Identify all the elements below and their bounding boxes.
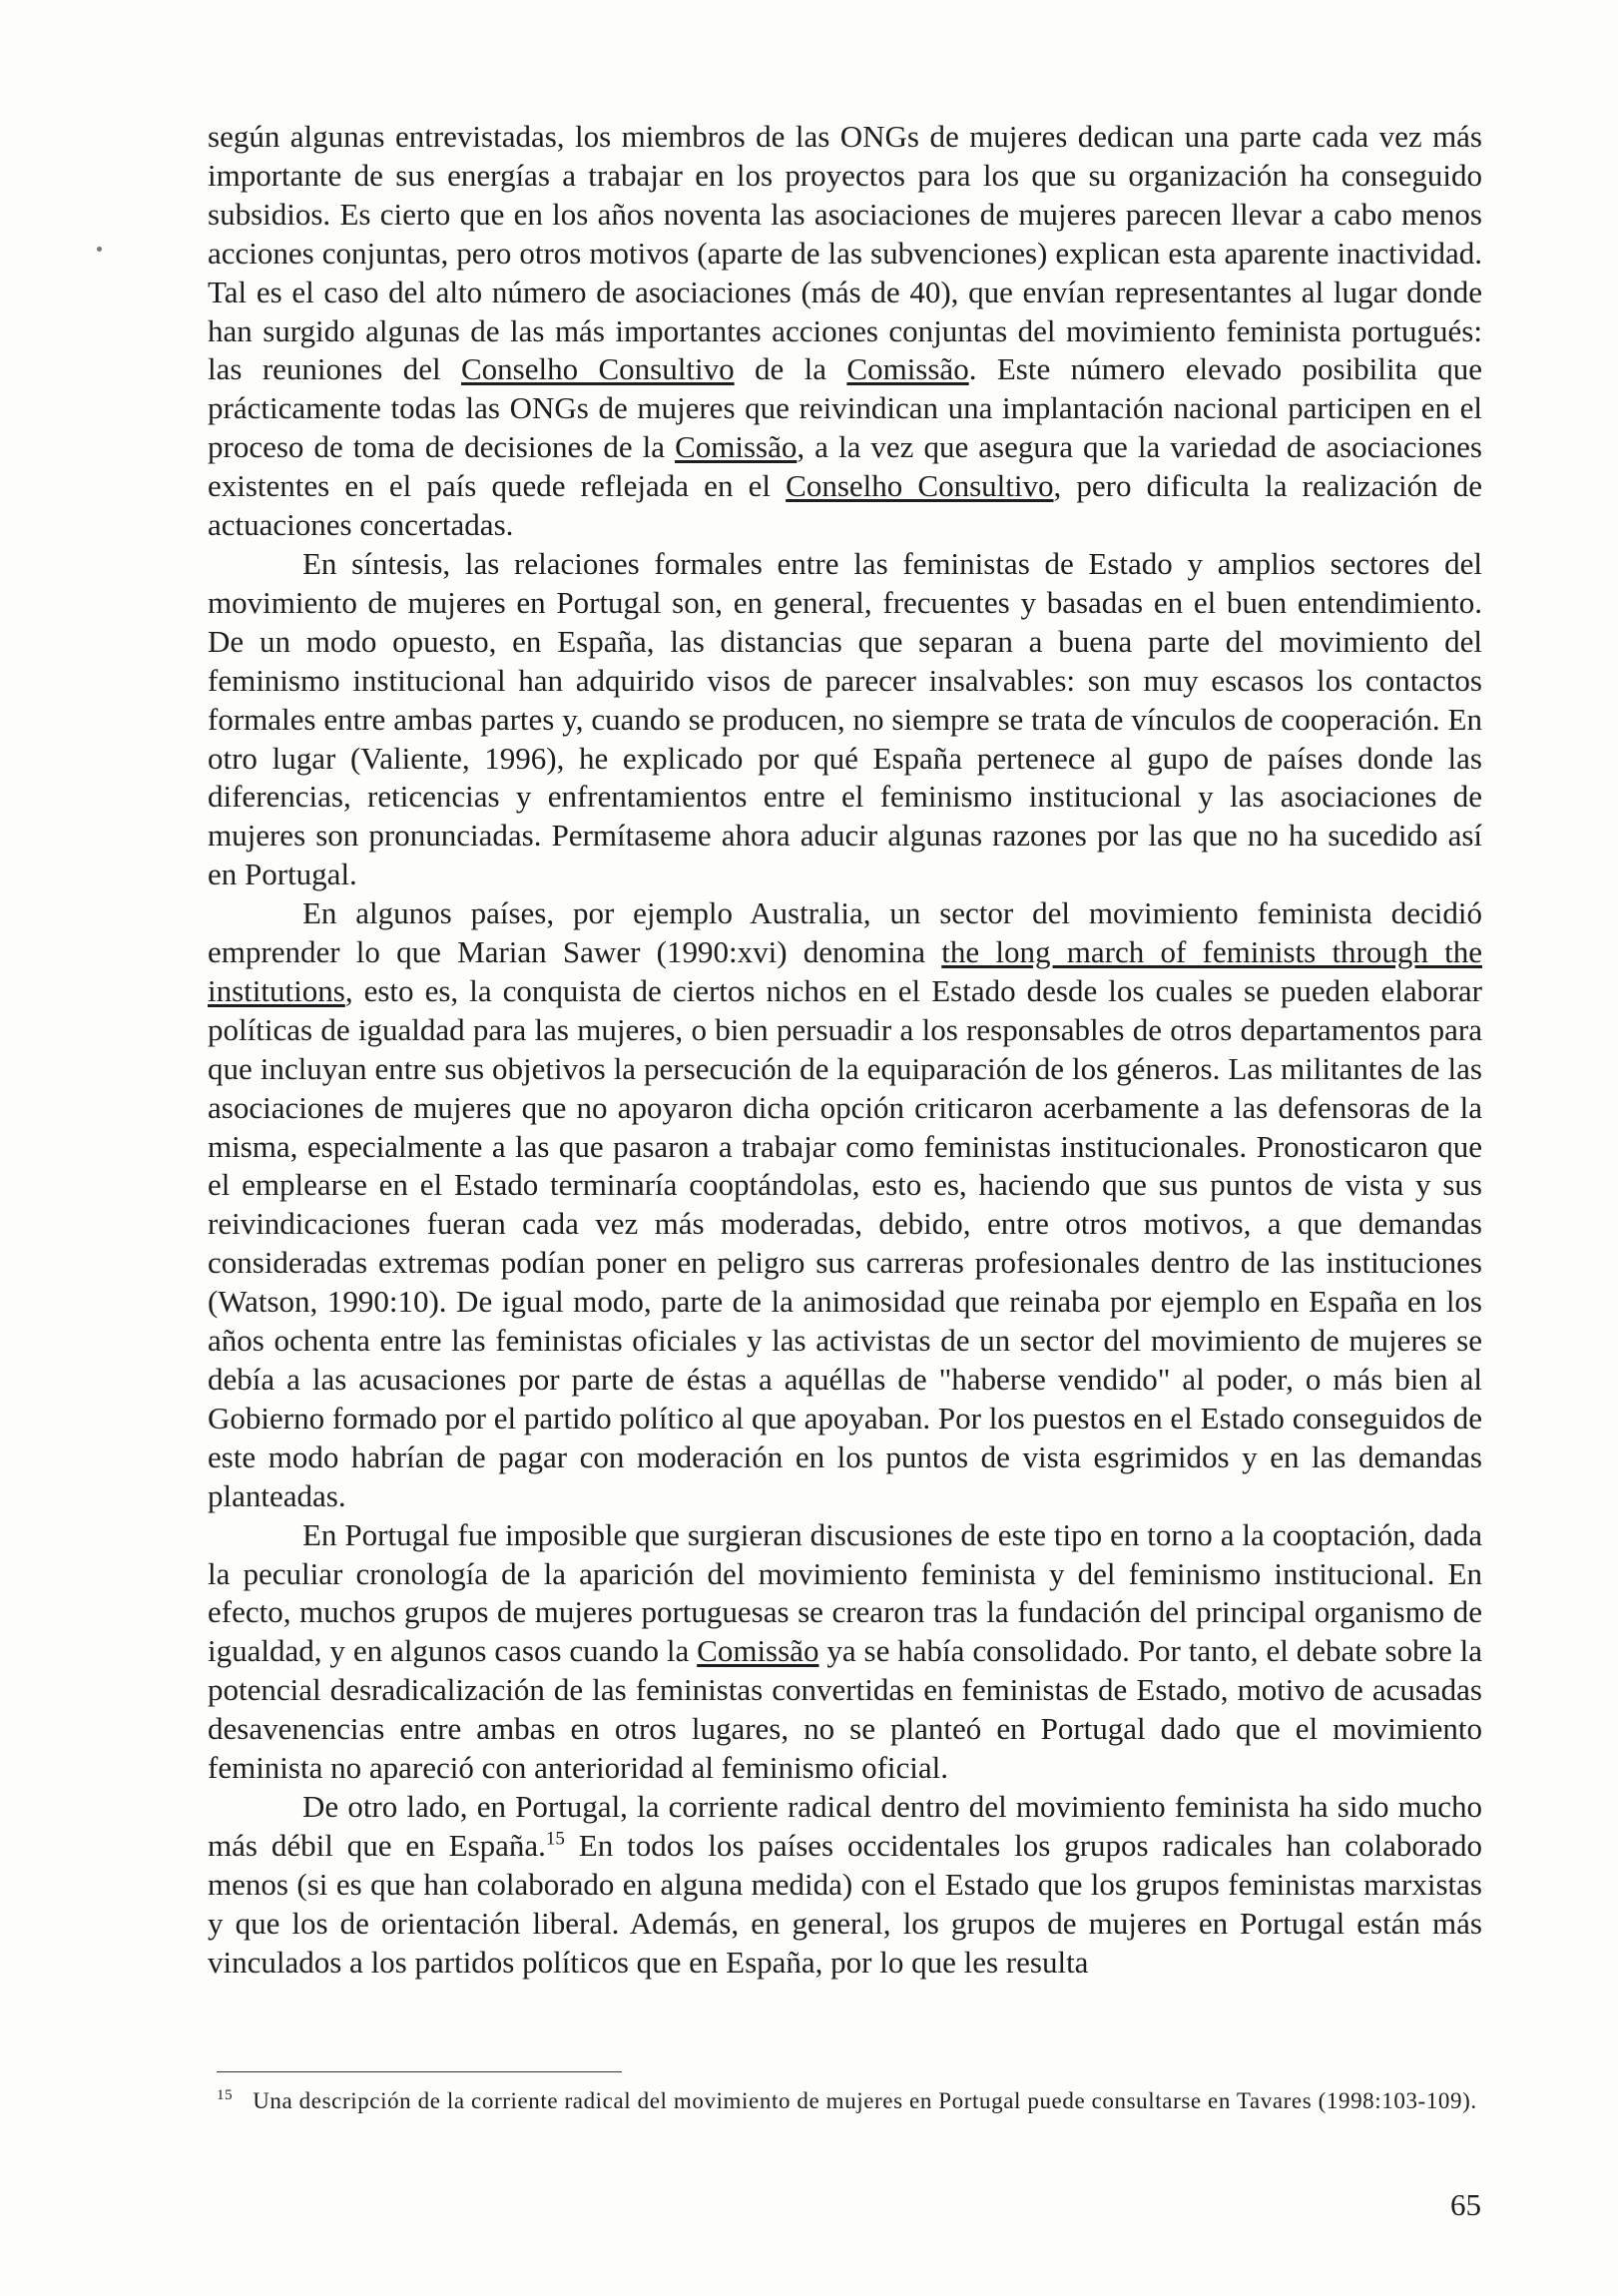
text-run: según algunas entrevistadas, los miembros de las ONGs de mujeres dedican una parte cada vez más importante de sus energías a trabajar en los proyectos para los que su organización ha conseguido subsidios. Es cierto que en los años noventa las asociaciones de mujeres parecen llevar a cabo menos acciones conjuntas, pero otros motivos (aparte de las subvenciones) explican esta aparente inactividad. Tal es el caso del alto número de asociaciones (más de 40), que envían representantes al lugar donde han surgido algunas de las más importantes acciones conjuntas del movimiento feminista portugués: las reuniones del	[208, 119, 1482, 387]
footnote-separator	[217, 2071, 622, 2072]
underlined-term: Comissão	[846, 351, 969, 387]
text-run: , a la vez que asegura que la variedad de asociaciones existentes en el país quede reflejada en el	[208, 429, 1482, 504]
page-number: 65	[1450, 2187, 1481, 2222]
footnote-text: Una descripción de la corriente radical del movimiento de mujeres en Portugal puede consultarse en Tavares (1998:103-109).	[253, 2088, 1477, 2113]
text-run: , esto es, la conquista de ciertos nichos en el Estado desde los cuales se pueden elaborar políticas de igualdad para las mujeres, o bien persuadir a los responsables de otros departamentos para que incluyan entre sus objetivos la persecución de la equiparación de los géneros. Las militantes de las asociaciones de mujeres que no apoyaron dicha opción criticaron acerbamente a las defensoras de la misma, especialmente a las que pasaron a trabajar como feministas institucionales. Pronosticaron que el emplearse en el Estado terminaría cooptándolas, esto es, haciendo que sus puntos de vista y sus reivindicaciones fueran cada vez más moderadas, debido, entre otros motivos, a que demandas consideradas extremas podían poner en peligro sus carreras profesionales dentro de las instituciones (Watson, 1990:10). De igual modo, parte de la animosidad que reinaba por ejemplo en España en los años ochenta entre las feministas oficiales y las activistas de un sector del movimiento de mujeres se debía a las acusaciones por parte de éstas a aquéllas de "haberse vendido" al poder, o más bien al Gobierno formado por el partido político al que apoyaban. Por los puestos en el Estado conseguidos de este modo habrían de pagar con moderación en los puntos de vista esgrimidos y en las demandas planteadas.	[208, 972, 1482, 1513]
scan-speck	[97, 247, 102, 252]
paragraph	[208, 1788, 1482, 1983]
paragraph	[208, 894, 1482, 1516]
paragraph	[208, 118, 1482, 545]
underlined-term: Conselho Consultivo	[461, 351, 735, 387]
underlined-term: Comissão	[675, 429, 798, 465]
underlined-term: the long march of feminists through the institutions	[208, 934, 1482, 1008]
text-run: En algunos países, por ejemplo Australia, un sector del movimiento feminista decidió emprender lo que Marian Sawer (1990:xvi) denomina	[208, 895, 1482, 970]
text-run: . Este número elevado posibilita que prácticamente todas las ONGs de mujeres que reivindican una implantación nacional participen en el proceso de toma de decisiones de la	[208, 351, 1483, 465]
footnote	[217, 2086, 1480, 2116]
underlined-term: Conselho Consultivo	[786, 468, 1054, 504]
text-run: En síntesis, las relaciones formales entre las feministas de Estado y amplios sectores del movimiento de mujeres en Portugal son, en general, frecuentes y basadas en el buen entendimiento. De un modo opuesto, en España, las distancias que separan a buena parte del movimiento del feminismo institucional han adquirido visos de parecer insalvables: son muy escasos los contactos formales entre ambas partes y, cuando se producen, no siempre se trata de vínculos de cooperación. En otro lugar (Valiente, 1996), he explicado por qué España pertenece al gupo de países donde las diferencias, reticencias y enfrentamientos entre el feminismo institucional y las asociaciones de mujeres son pronunciadas. Permítaseme ahora aducir algunas razones por las que no ha sucedido así en Portugal.	[208, 545, 1482, 892]
text-run: En Portugal fue imposible que surgieran discusiones de este tipo en torno a la cooptación, dada la peculiar cronología de la aparición del movimiento feminista y del feminismo institucional. En efecto, muchos grupos de mujeres portuguesas se crearon tras la fundación del principal organismo de igualdad, y en algunos casos cuando la	[208, 1516, 1482, 1669]
paragraph	[208, 545, 1482, 894]
underlined-term: Comissão	[697, 1633, 819, 1669]
body-text	[208, 118, 1482, 1983]
text-run: ya se había consolidado. Por tanto, el debate sobre la potencial desradicalización de las feministas convertidas en feministas de Estado, motivo de acusadas desavenencias entre ambas en otros lugares, no se planteó en Portugal dado que el movimiento feminista no apareció con anterioridad al feminismo oficial.	[208, 1633, 1482, 1786]
footnote-marker: 15	[217, 2087, 234, 2104]
text-run: De otro lado, en Portugal, la corriente radical dentro del movimiento feminista ha sido mucho más débil que en España.	[208, 1788, 1482, 1863]
text-run: de la	[734, 351, 847, 387]
text-run: En todos los países occidentales los grupos radicales han colaborado menos (si es que han colaborado en alguna medida) con el Estado que los grupos feministas marxistas y que los de orientación liberal. Además, en general, los grupos de mujeres en Portugal están más vinculados a los partidos políticos que en España, por lo que les resulta	[208, 1827, 1482, 1980]
footnote-reference: 15	[545, 1828, 565, 1850]
text-run: , pero dificulta la realización de actuaciones concertadas.	[208, 468, 1483, 543]
paragraph	[208, 1516, 1482, 1788]
